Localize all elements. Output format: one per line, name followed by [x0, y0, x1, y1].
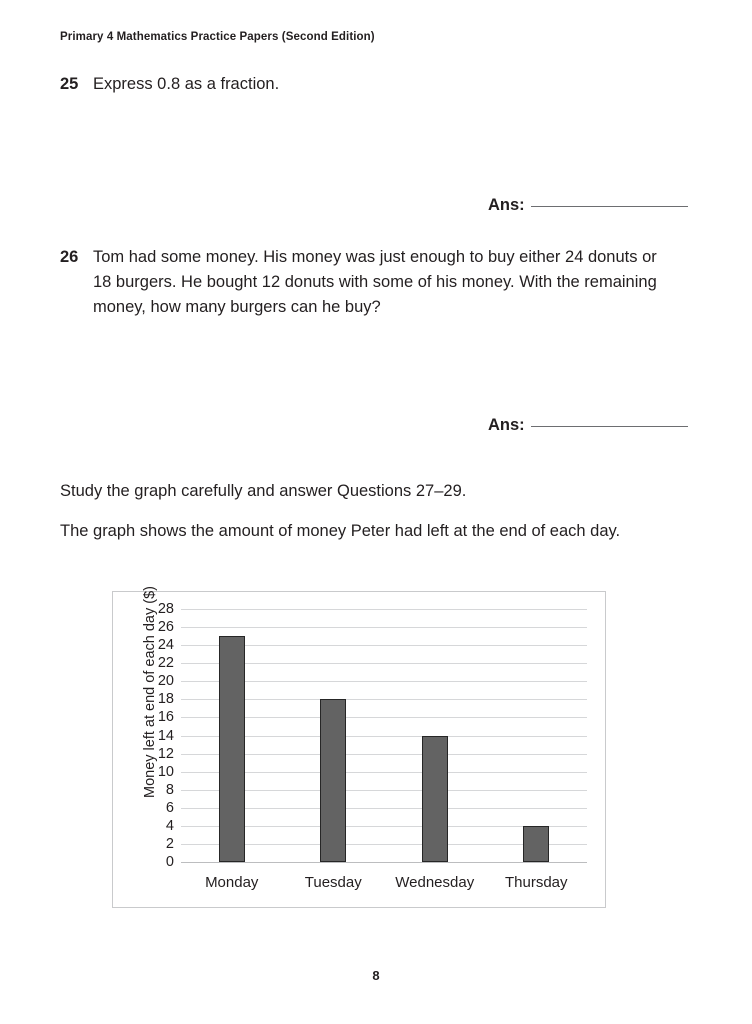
- bar: [422, 736, 448, 863]
- y-axis-tick-label: 2: [165, 835, 174, 852]
- y-axis-tick-label: 14: [157, 727, 174, 744]
- question-number: 26: [60, 248, 79, 266]
- y-axis-tick-label: 24: [157, 636, 174, 653]
- bar: [523, 826, 549, 862]
- page-number: 8: [372, 968, 380, 983]
- y-axis-tick-label: 12: [157, 745, 174, 762]
- question-number: 25: [60, 75, 79, 93]
- y-axis-tick-label: 0: [165, 853, 174, 870]
- instruction-line-1: Study the graph carefully and answer Questions 27–29.: [60, 482, 467, 500]
- answer-blank-rule[interactable]: [531, 206, 688, 207]
- answer-blank-rule[interactable]: [531, 426, 688, 427]
- x-axis-tick-label: Wednesday: [395, 874, 475, 891]
- gridline: [181, 627, 587, 628]
- x-axis-tick-label: Monday: [205, 874, 259, 891]
- question-26: [60, 245, 680, 320]
- y-axis-tick-label: 18: [157, 691, 174, 708]
- y-axis-tick-label: 20: [157, 673, 174, 690]
- answer-label: Ans:: [488, 196, 525, 214]
- answer-label: Ans:: [488, 416, 525, 434]
- y-axis-title: Money left at end of each day ($): [142, 586, 158, 798]
- question-text: Express 0.8 as a fraction.: [93, 75, 280, 93]
- y-axis-tick-label: 16: [157, 709, 174, 726]
- bar-chart: [112, 586, 606, 908]
- plot-area: [157, 600, 587, 891]
- question-text: Tom had some money. His money was just enough to buy either 24 donuts or 18 burgers. He bought 12 donuts with some of his money. With the remaining money, how many burgers can he buy?: [93, 248, 657, 316]
- answer-line-26[interactable]: [488, 416, 688, 435]
- answer-line-25[interactable]: [488, 196, 688, 215]
- gridline: [181, 609, 587, 610]
- x-axis-tick-label: Thursday: [504, 874, 568, 891]
- gridline: [181, 862, 587, 863]
- instruction-line-2: The graph shows the amount of money Peter had left at the end of each day.: [60, 522, 621, 540]
- bar: [320, 699, 346, 862]
- y-axis-tick-label: 22: [157, 654, 174, 671]
- bar: [219, 636, 245, 862]
- running-head: Primary 4 Mathematics Practice Papers (Second Edition): [60, 31, 375, 43]
- y-axis-tick-label: 10: [157, 763, 174, 780]
- question-25: [60, 72, 680, 97]
- y-axis-tick-label: 6: [165, 799, 174, 816]
- x-axis-tick-label: Tuesday: [304, 874, 362, 891]
- y-axis-tick-label: 8: [165, 781, 174, 798]
- y-axis-tick-label: 26: [157, 618, 174, 635]
- y-axis-tick-label: 28: [157, 600, 174, 617]
- y-axis-tick-label: 4: [165, 817, 174, 834]
